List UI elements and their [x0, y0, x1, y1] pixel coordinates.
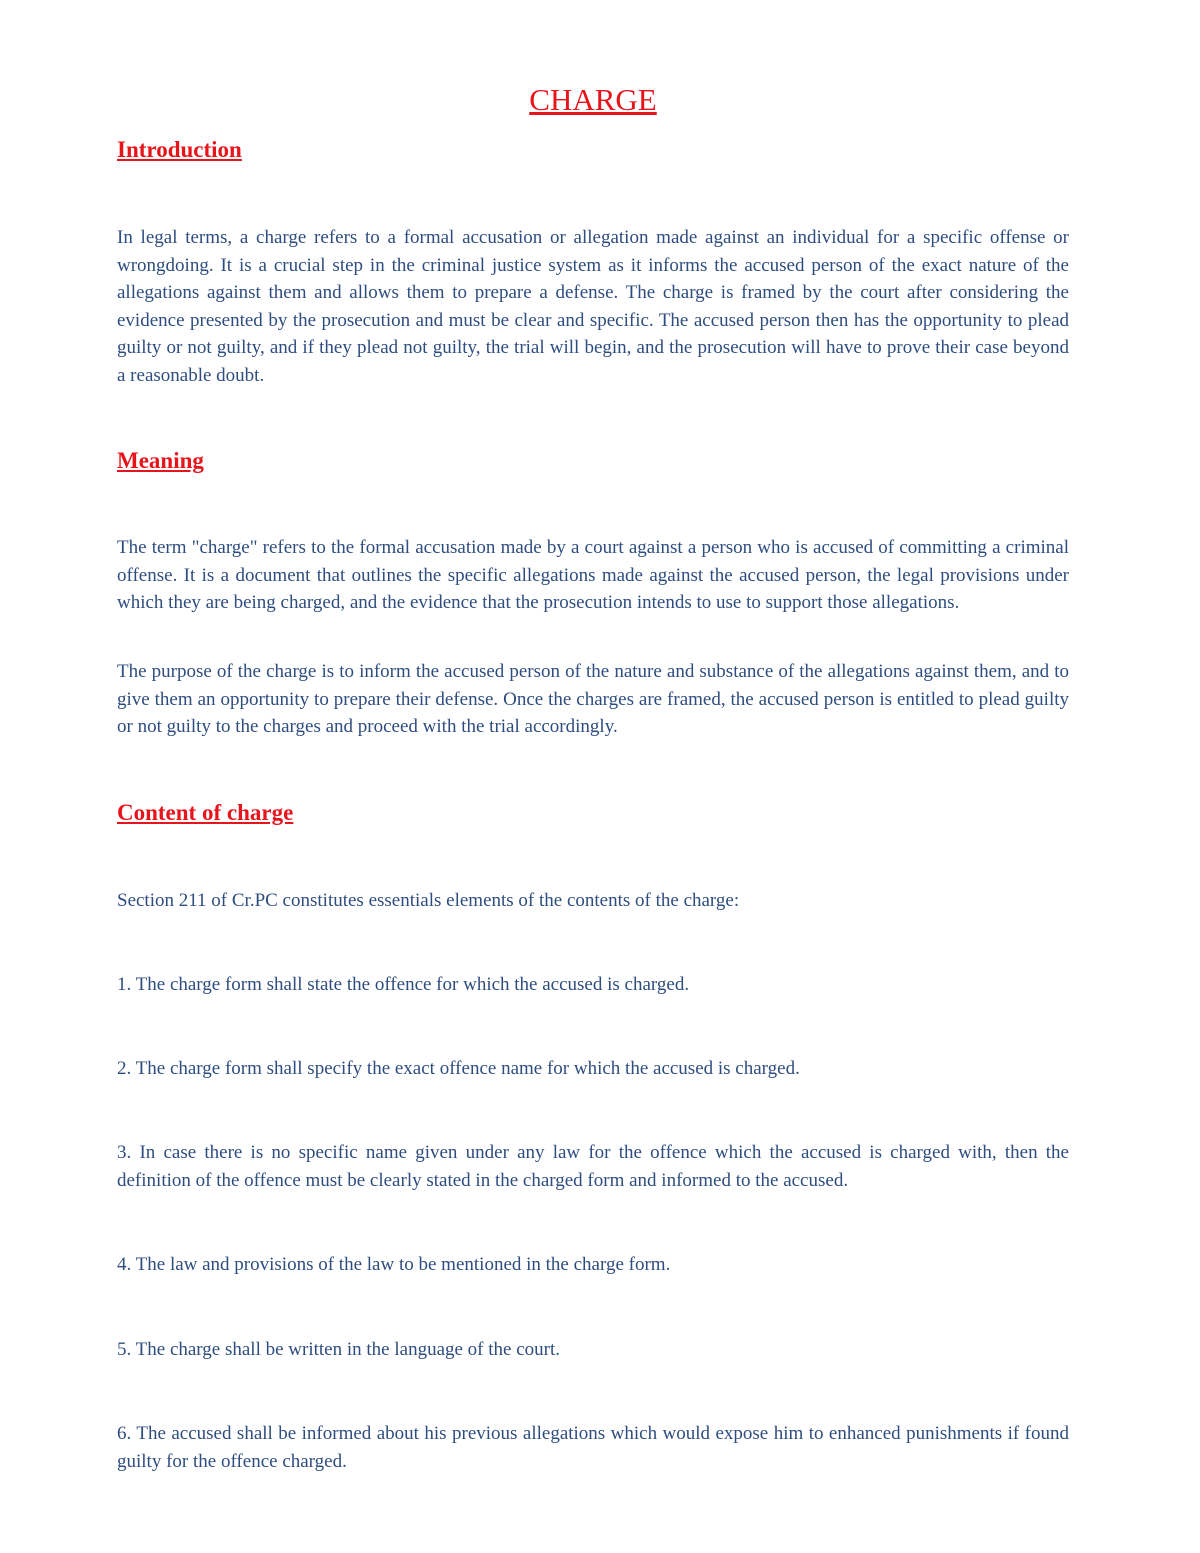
content-list-item-6: 6. The accused shall be informed about his previous allegations which would expose him to enhanced punishments if found guilty for the offence charged. — [117, 1423, 1069, 1472]
introduction-paragraph: In legal terms, a charge refers to a formal accusation or allegation made against an individual for a specific offense or wrongdoing. It is a crucial step in the criminal justice system as it informs the accused person of the exact nature of the allegations against them and allows them to prepare a defense. The charge is framed by the court after considering the evidence presented by the prosecution and must be clear and specific. The accused person then has the opportunity to plead guilty or not guilty, and if they plead not guilty, the trial will begin, and the prosecution will have to prove their case beyond a reasonable doubt. — [117, 227, 1069, 386]
content-list-item-2: 2. The charge form shall specify the exact offence name for which the accused is charged. — [117, 1058, 800, 1079]
meaning-paragraph-2: The purpose of the charge is to inform the accused person of the nature and substance of the allegations against them, and to give them an opportunity to prepare their defense. Once the charges are framed, the accused person is entitled to plead guilty or not guilty to the charges and proceed with the trial accordingly. — [117, 661, 1069, 737]
content-list-item-5: 5. The charge shall be written in the language of the court. — [117, 1339, 561, 1360]
content-list-item-4: 4. The law and provisions of the law to be mentioned in the charge form. — [117, 1254, 671, 1275]
section-heading-introduction: Introduction — [117, 137, 242, 162]
content-list-item-1: 1. The charge form shall state the offence for which the accused is charged. — [117, 974, 690, 995]
section-heading-content-of-charge: Content of charge — [117, 800, 294, 825]
section-heading-meaning: Meaning — [117, 448, 204, 473]
document-title: CHARGE — [529, 82, 657, 117]
meaning-paragraph-1: The term "charge" refers to the formal accusation made by a court against a person who is accused of committing a criminal offense. It is a document that outlines the specific allegations made against the accused person, the legal provisions under which they are being charged, and the evidence that the prosecution intends to use to support those allegations. — [117, 537, 1069, 613]
content-intro-paragraph: Section 211 of Cr.PC constitutes essentials elements of the contents of the charge: — [117, 890, 740, 911]
content-list-item-3: 3. In case there is no specific name given under any law for the offence which the accused is charged with, then the definition of the offence must be clearly stated in the charged form and informed to the accused. — [117, 1142, 1069, 1191]
